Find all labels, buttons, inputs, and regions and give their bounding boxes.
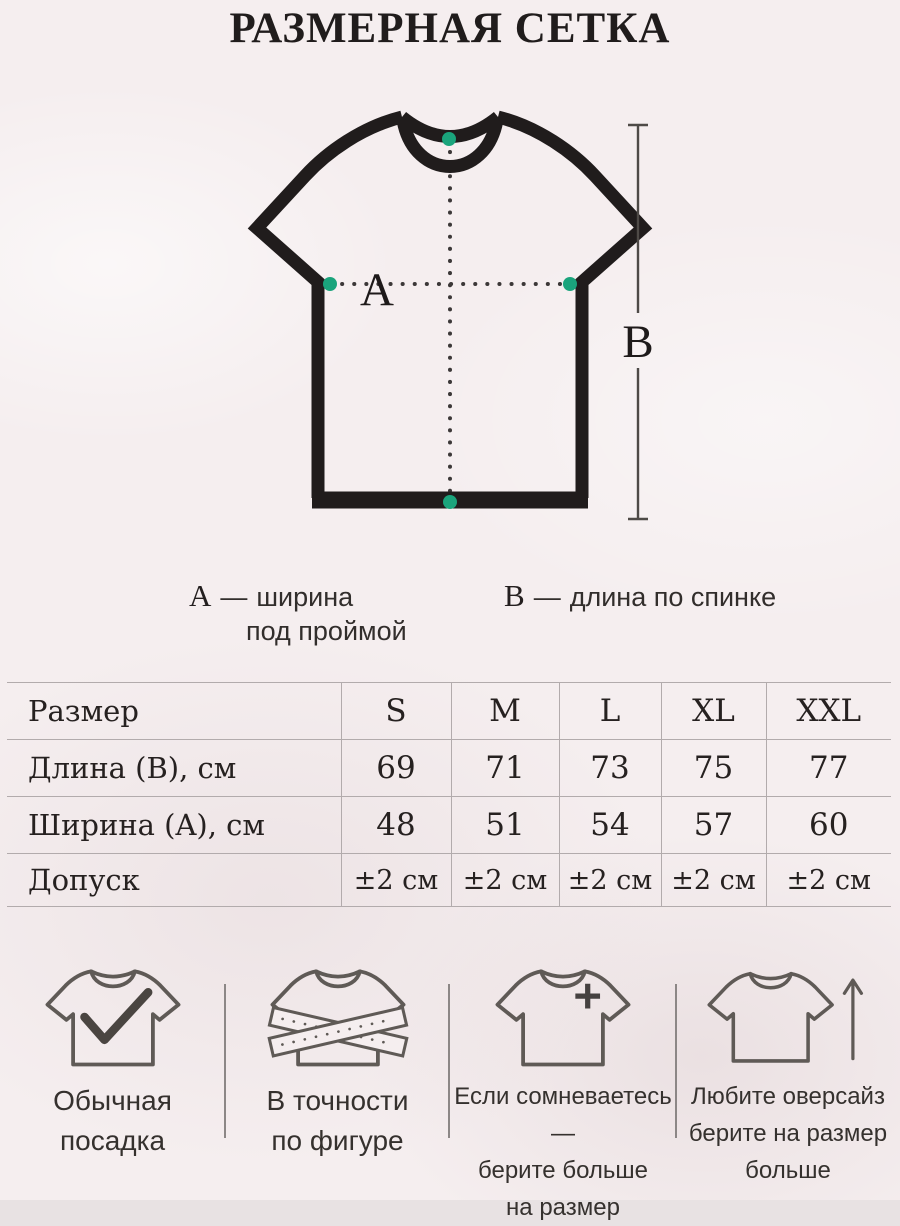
cell: 54 (559, 797, 661, 854)
table-row-length (7, 740, 891, 797)
tshirt-measurement-diagram (230, 100, 670, 540)
legend-b-text: длина по спинке (569, 582, 777, 612)
cell: 73 (559, 740, 661, 797)
diagram-label-b: B (622, 316, 654, 368)
tips-divider (224, 984, 226, 1138)
legend-a-text-line2: под проймой (246, 616, 407, 646)
tshirt-oversize-arrow-icon (708, 960, 869, 1074)
arrow-up-icon (844, 980, 861, 1059)
legend-a-letter: A (189, 578, 212, 613)
cell: ±2 см (661, 854, 766, 907)
tshirt-plus-icon (487, 960, 639, 1074)
row-label: Длина (B), см (7, 740, 341, 797)
cell: 48 (341, 797, 451, 854)
left-armpit-dot (323, 277, 337, 291)
check-icon (84, 992, 148, 1040)
table-header-row (7, 683, 891, 740)
col-header-xxl: XXL (766, 683, 891, 740)
cell: ±2 см (559, 854, 661, 907)
tshirt-check-icon (37, 960, 189, 1074)
cell: 71 (451, 740, 559, 797)
legend-a-dash: — (220, 582, 248, 612)
col-header-l: L (559, 683, 661, 740)
legend-b-letter: B (504, 578, 525, 613)
cell: 75 (661, 740, 766, 797)
col-header-size: Размер (7, 683, 341, 740)
cell: 51 (451, 797, 559, 854)
legend-b (504, 578, 776, 614)
size-table (7, 682, 891, 907)
tips-divider (675, 984, 677, 1138)
cell: 77 (766, 740, 891, 797)
tshirt-measuring-tape-icon (262, 960, 414, 1074)
cell: ±2 см (341, 854, 451, 907)
col-header-m: M (451, 683, 559, 740)
page-title: РАЗМЕРНАЯ СЕТКА (229, 5, 671, 52)
tip-caption: Обычная посадка (53, 1085, 172, 1156)
diagram-label-a: A (360, 264, 394, 316)
tip-size-up-if-unsure (450, 960, 676, 1226)
cell: 60 (766, 797, 891, 854)
legend-b-dash: — (533, 582, 561, 612)
tip-caption: Если сомневаетесь — берите больше на размер (454, 1083, 672, 1221)
tip-oversize (676, 960, 900, 1189)
tips-divider (448, 984, 450, 1138)
cell: ±2 см (766, 854, 891, 907)
col-header-s: S (341, 683, 451, 740)
plus-icon (575, 984, 600, 1009)
hem-dot (443, 495, 457, 509)
row-label: Ширина (A), см (7, 797, 341, 854)
right-armpit-dot (563, 277, 577, 291)
tip-regular-fit (0, 960, 225, 1161)
table-row-tolerance (7, 854, 891, 907)
legend-a-text: ширина (256, 582, 354, 612)
tip-caption: Любите оверсайз берите на размер больше (688, 1083, 888, 1184)
cell: 69 (341, 740, 451, 797)
fit-tips (0, 952, 900, 1221)
legend-a (189, 578, 353, 614)
neck-dot (442, 132, 456, 146)
tip-caption: В точности по фигуре (266, 1085, 409, 1156)
row-label: Допуск (7, 854, 341, 907)
cell: ±2 см (451, 854, 559, 907)
table-row-width (7, 797, 891, 854)
tip-true-to-size (225, 960, 450, 1161)
col-header-xl: XL (661, 683, 766, 740)
cell: 57 (661, 797, 766, 854)
